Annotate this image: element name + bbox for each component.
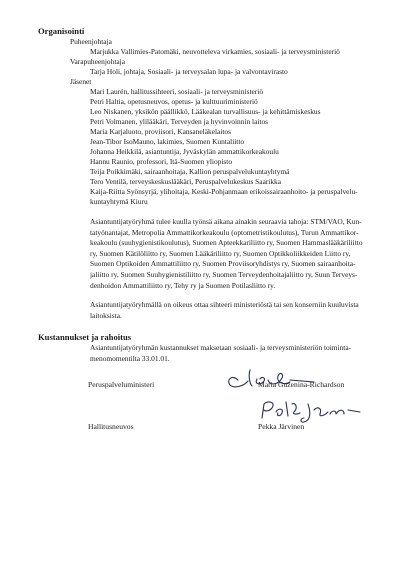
signatory-title: Peruspalveluministeri [88, 380, 155, 389]
member-item: Tero Ventilä, terveyskeskuslääkäri, Peruspalvelukeskus Saarikka [90, 177, 282, 186]
paragraph-line: Asiantuntijatyöryhmän kustannukset maksetaan sosiaali- ja terveysministeriön toiminta- [90, 343, 352, 352]
paragraph-line: denhoidon Ammattiliitto ry, Tehy ry ja Suomen Potilasliitto ry. [90, 280, 276, 290]
paragraph-line: jaliitto ry, Suomen Suuhygienistiliitto ry, Suomen Terveydenhoitajaliitto ry, Suun Terveys- [90, 269, 358, 279]
member-item: Leo Niskanen, yksikön päällikkö, Lääkealan turvallisuus- ja kehittämiskeskus [90, 107, 321, 116]
puheenjohtaja-label: Puheenjohtaja [70, 37, 112, 46]
member-item: Teija Poikkimäki, sairaanhoitaja, Kallion peruspalvelukuntayhtymä [90, 167, 290, 176]
oikeus-paragraph [90, 300, 390, 321]
signatory-name: Maria Guzenina-Richardson [258, 380, 345, 389]
puheenjohtaja-name: Marjukka Vallimies-Patomäki, neuvotteleva virkamies, sosiaali- ja terveysministeriö [90, 47, 340, 56]
section-heading-organisointi: Organisointi [38, 26, 85, 36]
signatory-title: Hallitusneuvos [88, 422, 134, 431]
paragraph-line: menomomentilta 33.01.01. [90, 353, 170, 363]
section-heading-kustannukset: Kustannukset ja rahoitus [38, 332, 132, 342]
paragraph-line: laitoksista. [90, 310, 122, 320]
member-item: Maria Karjaluoto, proviisori, Kansaneläkelaitos [90, 127, 231, 136]
paragraph-line: tatyönantajat, Metropolia Ammattikorkeakoulu (optometristikoulutus), Turun Ammattikor- [90, 227, 359, 237]
member-item: Petri Volmanen, ylilääkäri, Terveyden ja hyvinvoinnin laitos [90, 117, 269, 126]
paragraph-line: Asiantuntijatyöryhmä tulee kuulla työnsä aikana ainakin seuraavia tahoja: STM/VAO, Kun- [90, 217, 362, 226]
paragraph-line: keakoulu (suuhygienistikoulutus), Suomen Apteekkariliitto ry, Suomen Hammaslääkäriliitto [90, 238, 363, 248]
member-item: Mari Laurén, hallitussihteeri, sosiaali- ja terveysministeriö [90, 87, 264, 96]
member-item: Johanna Heikkilä, asiantuntija, Jyväskylän ammattikorkeakoulu [90, 147, 279, 156]
varapuheenjohtaja-name: Tarja Holi, johtaja, Sosiaali- ja terveysalan lupa- ja valvontavirasto [90, 67, 288, 76]
handwritten-signature-2 [256, 398, 366, 424]
paragraph-line: Asiantuntijatyöryhmällä on oikeus ottaa sihteeri ministeriöstä tai sen konserniin kuuluvista [90, 300, 359, 309]
paragraph-line: ry, Suomen Kätilöliitto ry, Suomen Lääkäriliitto ry, Suomen Optikkoliikkeiden Liitto ry, [90, 248, 351, 258]
member-item: kuntayhtymä Kiuru [90, 197, 148, 206]
jasenet-label: Jäsenet [70, 77, 92, 86]
member-item: Petri Haltia, opetusneuvos, opetus- ja kulttuuriministeriö [90, 97, 258, 106]
member-item: Hannu Raunio, professori, Itä-Suomen yliopisto [90, 157, 233, 166]
kuulla-paragraph [90, 217, 390, 291]
member-item: Kaija-Riitta Syönsyrjä, ylihoitaja, Keski-Pohjanmaan erikoissairaanhoito- ja peruspalvelu- [90, 187, 358, 196]
signatory-name: Pekka Järvinen [258, 422, 305, 431]
varapuheenjohtaja-label: Varapuheenjohtaja [70, 57, 125, 66]
paragraph-line: Suomen Optikoiden Ammattiliitto ry, Suomen Proviisoryhdistys ry, Suomen sairaanhoita- [90, 259, 356, 269]
member-item: Jean-Tibor IsoMauno, lakimies, Suomen Kuntaliitto [90, 137, 245, 146]
kustannukset-paragraph [90, 343, 390, 364]
